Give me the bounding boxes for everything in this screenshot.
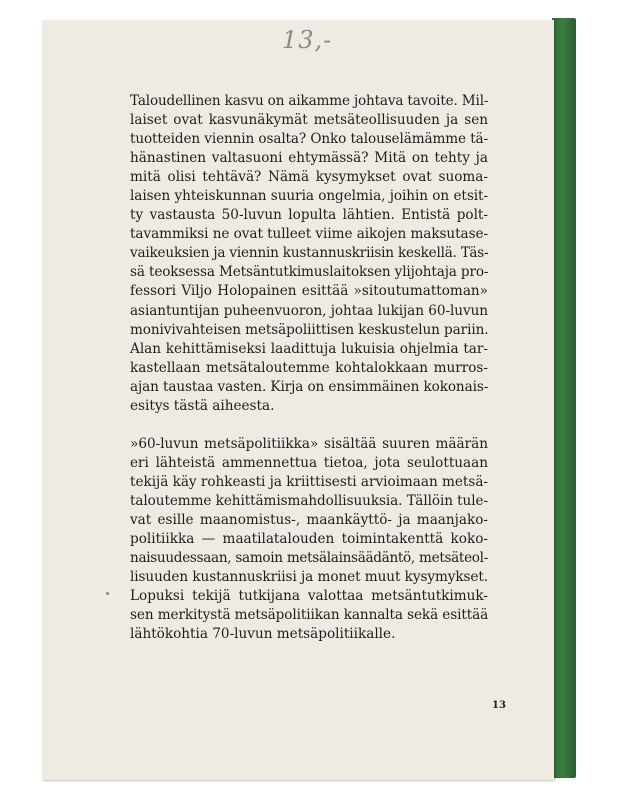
text-line: ty vastausta 50-luvun lopulta lähtien. Entistä polt- [130, 207, 488, 224]
paragraph-1 [130, 92, 488, 416]
text-line: vaikeuksien ja viennin kustannuskriisin keskellä. Täs- [130, 245, 489, 262]
page-number: 13 [492, 700, 506, 711]
handwritten-price: 13,- [282, 26, 333, 54]
text-line: laiset ovat kasvunäkymät metsäteollisuuden ja sen [130, 112, 488, 129]
text-line: esitys tästä aiheesta. [130, 397, 275, 414]
text-line: lähtökohtia 70-luvun metsäpolitiikalle. [130, 626, 396, 643]
text-line: naisuudessaan, samoin metsälainsäädäntö, metsäteol- [130, 550, 488, 567]
text-line: sä teoksessa Metsäntutkimuslaitoksen ylijohtaja pro- [130, 264, 489, 281]
book-spine [552, 18, 576, 778]
text-line: tekijä käy rohkeasti ja kriittisesti arvioimaan metsä- [130, 473, 488, 490]
paper-speck [106, 592, 109, 595]
text-line: hänastinen valtasuoni ehtymässä? Mitä on tehty ja [130, 150, 488, 167]
blurb-text [130, 92, 488, 644]
text-line: kastellaan metsätaloutemme kohtalokkaan murros- [130, 359, 488, 376]
text-line: mitä olisi tehtävä? Nämä kysymykset ovat suoma- [130, 169, 488, 186]
text-line: politiikka — maatilatalouden toimintakenttä koko- [130, 531, 488, 548]
text-line: Lopuksi tekijä tutkijana valottaa metsäntutkimuk- [130, 588, 488, 605]
text-line: laisen yhteiskunnan suuria ongelmia, joihin on etsit- [130, 188, 488, 205]
text-line: tavammiksi ne ovat tulleet viime aikojen maksutase- [130, 226, 489, 243]
text-line: asiantuntijan puheenvuoron, johtaa lukijan 60-luvun [130, 302, 488, 319]
text-line: lisuuden kustannuskriisi ja monet muut kysymykset. [130, 569, 488, 586]
text-line: tuotteiden viennin osalta? Onko talouselämämme tä- [130, 131, 488, 148]
text-line: eri lähteistä ammennettua tietoa, jota seulottuaan [130, 454, 488, 471]
text-line: ajan taustaa vasten. Kirja on ensimmäinen kokonais- [130, 378, 489, 395]
text-line: Taloudellinen kasvu on aikamme johtava tavoite. Mil- [130, 93, 489, 109]
paragraph-2 [130, 435, 488, 645]
text-line: fessori Viljo Holopainen esittää »sitoutumattoman» [130, 283, 488, 300]
text-line: Alan kehittämiseksi laadittuja lukuisia ohjelmia tar- [130, 340, 488, 357]
text-line: sen merkitystä metsäpolitiikan kannalta sekä esittää [130, 607, 489, 624]
text-line: monivivahteisen metsäpoliittisen keskustelun pariin. [130, 321, 489, 338]
text-line: taloutemme kehittämismahdollisuuksia. Tällöin tule- [130, 492, 488, 509]
text-line: »60-luvun metsäpolitiikka» sisältää suuren määrän [130, 435, 488, 452]
text-line: vat esille maanomistus-, maankäyttö- ja maanjako- [130, 511, 488, 528]
back-cover-page [42, 20, 554, 780]
